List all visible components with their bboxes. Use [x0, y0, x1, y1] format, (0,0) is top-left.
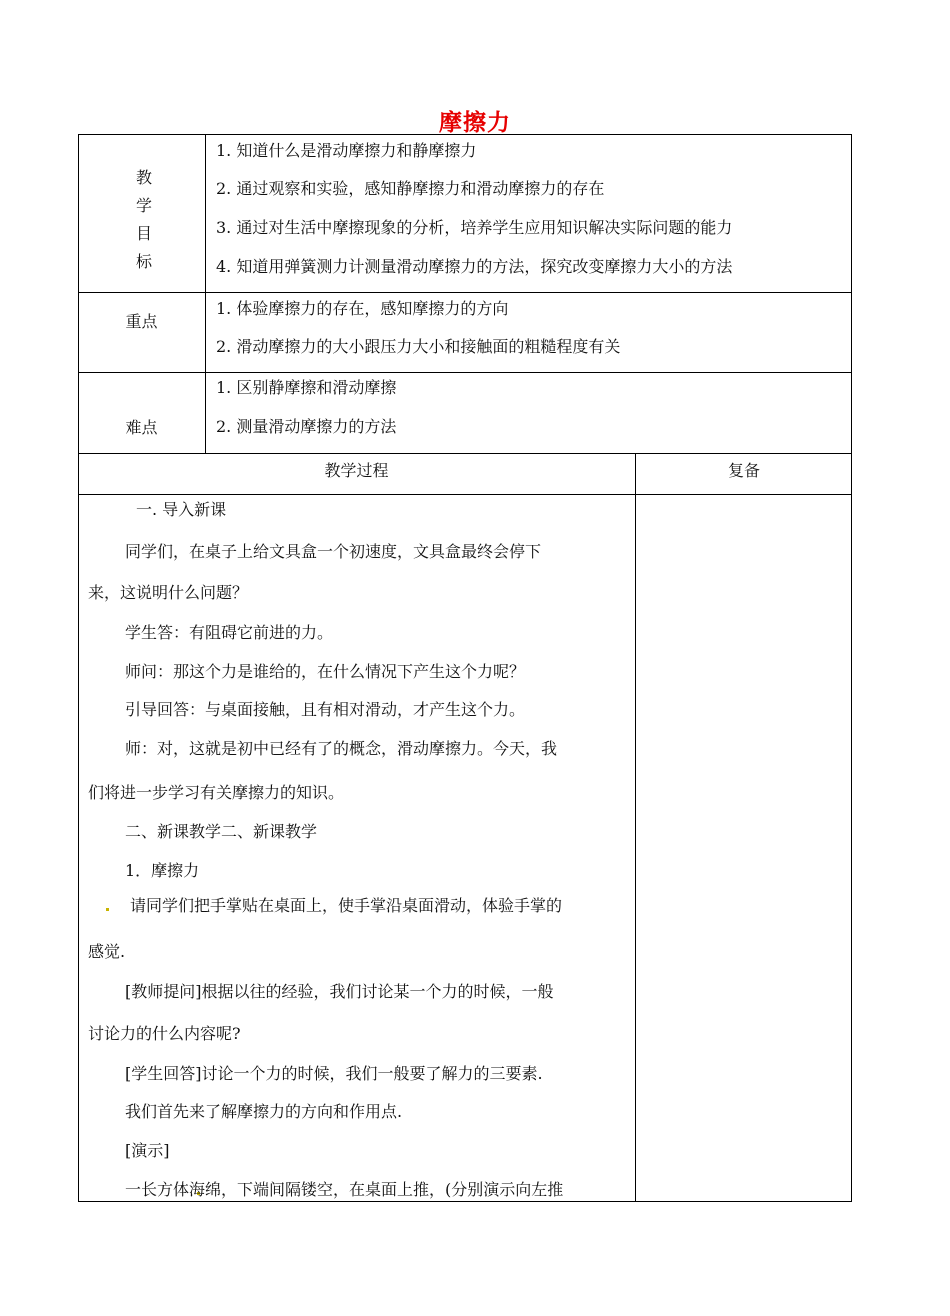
- highlight-mark: [106, 908, 109, 911]
- objective-item: 3. 通过对生活中摩擦现象的分析，培养学生应用知识解决实际问题的能力: [216, 218, 733, 237]
- row-divider: [78, 292, 852, 293]
- key-point-item: 1. 体验摩擦力的存在，感知摩擦力的方向: [216, 299, 509, 318]
- row-divider: [78, 372, 852, 373]
- notes-header: 复备: [727, 461, 760, 480]
- section-heading: 二、新课教学二、新课教学: [125, 822, 318, 841]
- paragraph-line: 讨论力的什么内容呢?: [88, 1024, 241, 1043]
- paragraph-line: 师问：那这个力是谁给的，在什么情况下产生这个力呢？: [125, 662, 526, 681]
- difficulties-label: 难点: [125, 418, 158, 437]
- section-heading: 一. 导入新课: [136, 500, 227, 519]
- subsection-heading: 1．摩擦力: [125, 861, 200, 880]
- objective-item: 1. 知道什么是滑动摩擦力和静摩擦力: [216, 141, 477, 160]
- paragraph-line: 感觉.: [88, 942, 126, 961]
- difficulty-item: 1. 区别静摩擦和滑动摩擦: [216, 378, 397, 397]
- paragraph-line: 一长方体海绵，下端间隔镂空，在桌面上推，(分别演示向左推: [125, 1180, 564, 1199]
- label-column-divider: [205, 134, 206, 453]
- paragraph-line: 引导回答：与桌面接触，且有相对滑动，才产生这个力。: [125, 700, 526, 719]
- paragraph-line: 请同学们把手掌贴在桌面上，使手掌沿桌面滑动，体验手掌的: [130, 896, 563, 915]
- objectives-label: 教学目标: [135, 168, 152, 271]
- paragraph-line: [教师提问]根据以往的经验，我们讨论某一个力的时候，一般: [125, 982, 554, 1001]
- objective-item: 2. 通过观察和实验，感知静摩擦力和滑动摩擦力的存在: [216, 179, 605, 198]
- paragraph-line: 我们首先来了解摩擦力的方向和作用点.: [125, 1102, 403, 1121]
- paragraph-line: 来，这说明什么问题？: [88, 583, 249, 602]
- notes-column-divider: [635, 453, 636, 1202]
- paragraph-line: 们将进一步学习有关摩擦力的知识。: [88, 783, 345, 802]
- difficulty-item: 2. 测量滑动摩擦力的方法: [216, 417, 397, 436]
- key-point-item: 2. 滑动摩擦力的大小跟压力大小和接触面的粗糙程度有关: [216, 337, 621, 356]
- key-points-label: 重点: [125, 312, 158, 331]
- paragraph-line: [学生回答]讨论一个力的时候，我们一般要了解力的三要素.: [125, 1064, 543, 1083]
- paragraph-line: 学生答：有阻碍它前进的力。: [125, 623, 334, 642]
- objective-item: 4. 知道用弹簧测力计测量滑动摩擦力的方法，探究改变摩擦力大小的方法: [216, 257, 733, 276]
- paragraph-line: 师：对，这就是初中已经有了的概念，滑动摩擦力。今天，我: [125, 739, 558, 758]
- row-divider: [78, 494, 852, 495]
- page-title: 摩擦力: [439, 110, 511, 136]
- row-divider: [78, 453, 852, 454]
- process-header: 教学过程: [324, 461, 389, 480]
- paragraph-line: 同学们，在桌子上给文具盒一个初速度，文具盒最终会停下: [125, 542, 542, 561]
- paragraph-line: [演示]: [125, 1141, 170, 1160]
